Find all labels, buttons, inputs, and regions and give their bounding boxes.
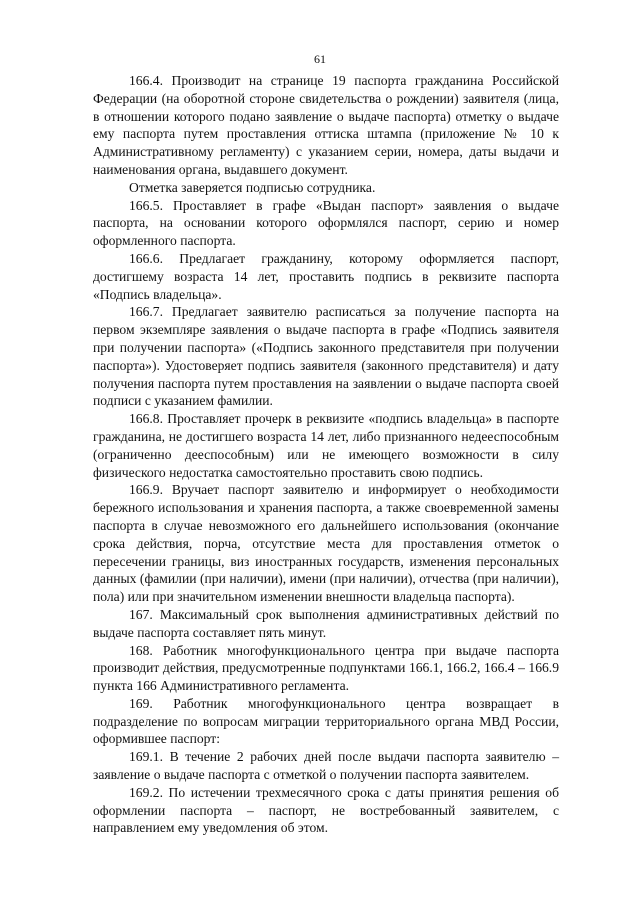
paragraph-166-5: 166.5. Проставляет в графе «Выдан паспорт» заявления о выдаче паспорта, на основании которого оформлялся паспорт, серию и номер оформленного паспорта. bbox=[93, 197, 559, 249]
page-number: 61 bbox=[314, 52, 326, 66]
paragraph-169: 169. Работник многофункционального центра возвращает в подразделение по вопросам миграции территориального органа МВД России, оформившее паспорт: bbox=[93, 695, 559, 747]
paragraph-168: 168. Работник многофункционального центра при выдаче паспорта производит действия, предусмотренные подпунктами 166.1, 166.2, 166.4 – 166.9 пункта 166 Административного регламента. bbox=[93, 642, 559, 694]
paragraph-166-7: 166.7. Предлагает заявителю расписаться за получение паспорта на первом экземпляре заявления о выдаче паспорта в графе «Подпись заявителя при получении паспорта» («Подпись законного представителя при получении паспорта»). Удостоверяет подпись заявителя (законного представителя) и дату получения паспорта путем проставления на заявлении о выдаче паспорта своей подписи с указанием фамилии. bbox=[93, 304, 559, 409]
paragraph-169-1: 169.1. В течение 2 рабочих дней после выдачи паспорта заявителю – заявление о выдаче паспорта с отметкой о получении паспорта заявителем. bbox=[93, 749, 559, 783]
paragraph-166-8: 166.8. Проставляет прочерк в реквизите «подпись владельца» в паспорте гражданина, не достигшего возраста 14 лет, либо признанного недееспособным (ограниченно дееспособным) или не имеющего возможности в силу физического недостатка самостоятельно проставить свою подпись. bbox=[93, 411, 559, 480]
paragraph-signature-note: Отметка заверяется подписью сотрудника. bbox=[129, 179, 376, 195]
paragraph-166-9: 166.9. Вручает паспорт заявителю и информирует о необходимости бережного использования и хранения паспорта, а также своевременной замены паспорта в случае невозможного его дальнейшего использования (окончание срока действия, порча, отсутствие места для проставления отметок о пересечении границы, виз иностранных государств, изменения персональных данных (фамилии (при наличии), имени (при наличии), отчества (при наличии), пола) или при значительном изменении внешности владельца паспорта). bbox=[93, 482, 559, 605]
paragraph-166-4: 166.4. Производит на странице 19 паспорта гражданина Российской Федерации (на оборотной стороне свидетельства о рождении) заявителя (лица, в отношении которого подано заявление о выдаче паспорта) отметку о выдаче ему паспорта путем проставления оттиска штампа (приложение № 10 к Административному регламенту) с указанием серии, номера, даты выдачи и наименования органа, выдавшего документ. bbox=[93, 73, 559, 177]
paragraph-166-6: 166.6. Предлагает гражданину, которому оформляется паспорт, достигшему возраста 14 лет, проставить подпись в реквизите паспорта «Подпись владельца». bbox=[93, 250, 559, 302]
paragraph-167: 167. Максимальный срок выполнения административных действий по выдаче паспорта составляет пять минут. bbox=[93, 606, 559, 640]
paragraph-169-2: 169.2. По истечении трехмесячного срока с даты принятия решения об оформлении паспорта – паспорт, не востребованный заявителем, с направлением ему уведомления об этом. bbox=[93, 784, 559, 836]
document-body bbox=[93, 72, 559, 837]
